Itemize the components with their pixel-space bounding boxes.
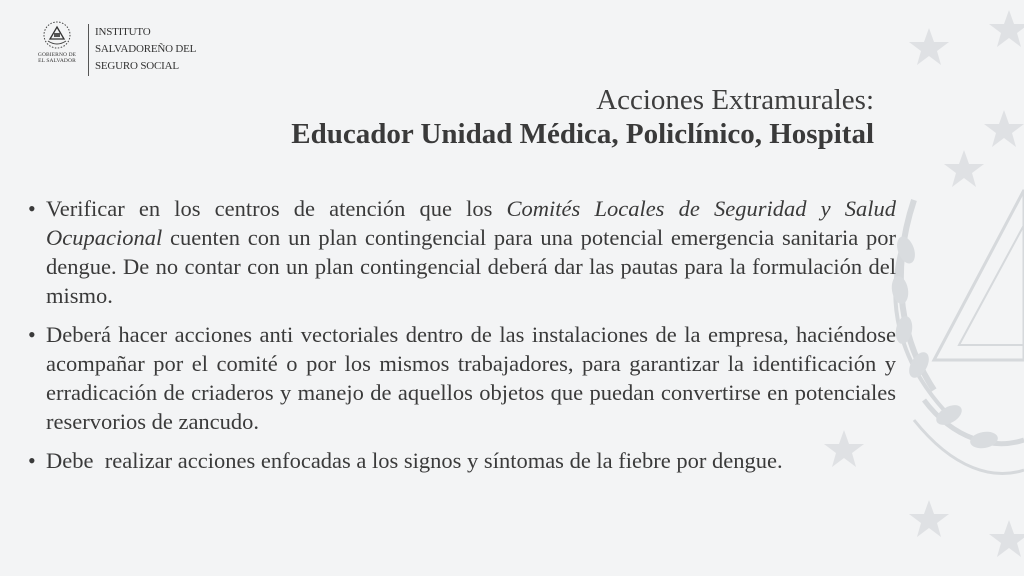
watermark-star-icon	[989, 520, 1024, 557]
logo-divider	[88, 24, 89, 76]
bullet-text: Debe realizar acciones enfocadas a los signos y síntomas de la fiebre por dengue.	[46, 448, 783, 473]
organization-name-line: INSTITUTO	[95, 26, 151, 38]
bullet-text	[46, 194, 896, 310]
watermark-star-icon	[984, 110, 1024, 147]
el-salvador-seal-icon	[42, 20, 72, 50]
watermark-star-icon	[909, 28, 949, 65]
watermark-star-icon	[909, 500, 949, 537]
slide-title	[291, 84, 874, 151]
watermark-star-icon	[944, 150, 984, 187]
title-line-1: Acciones Extramurales:	[596, 84, 874, 116]
government-label-line: GOBIERNO DE	[37, 52, 77, 58]
bullet-item	[28, 320, 896, 436]
government-label-line: EL SALVADOR	[38, 58, 76, 64]
seal-block	[32, 20, 82, 64]
bullet-marker: •	[28, 322, 36, 347]
organization-name-line: SALVADOREÑO DEL	[95, 43, 197, 55]
watermark-star-icon	[989, 10, 1024, 47]
bullet-text: Deberá hacer acciones anti vectoriales dentro de las instalaciones de la empresa, haciéndose acompañar por el comité o por los mismos trabajadores, para garantizar la identificación y erradicación de criaderos y manejo de aquellos objetos que puedan convertirse en potenciales reservorios de zancudo.	[46, 322, 896, 434]
bullet-text-segment: Verificar en los centros de atención que los	[46, 196, 507, 221]
bullet-marker: •	[28, 196, 36, 221]
organization-name	[95, 24, 196, 75]
bullet-list	[28, 194, 896, 485]
bullet-item	[28, 446, 896, 475]
bullet-text-italic: Comités Locales de Seguridad y Salud Ocupacional	[46, 196, 896, 250]
title-line-2: Educador Unidad Médica, Policlínico, Hospital	[291, 118, 874, 150]
bullet-marker: •	[28, 448, 36, 473]
government-label	[38, 52, 76, 64]
bullet-text-segment: cuenten con un plan contingencial para una potencial emergencia sanitaria por dengue. De no contar con un plan contingencial deberá dar las pautas para la formulación del mismo.	[46, 225, 896, 308]
organization-name-line: SEGURO SOCIAL	[95, 60, 179, 72]
bullet-item	[28, 194, 896, 310]
institution-logo	[32, 20, 196, 76]
